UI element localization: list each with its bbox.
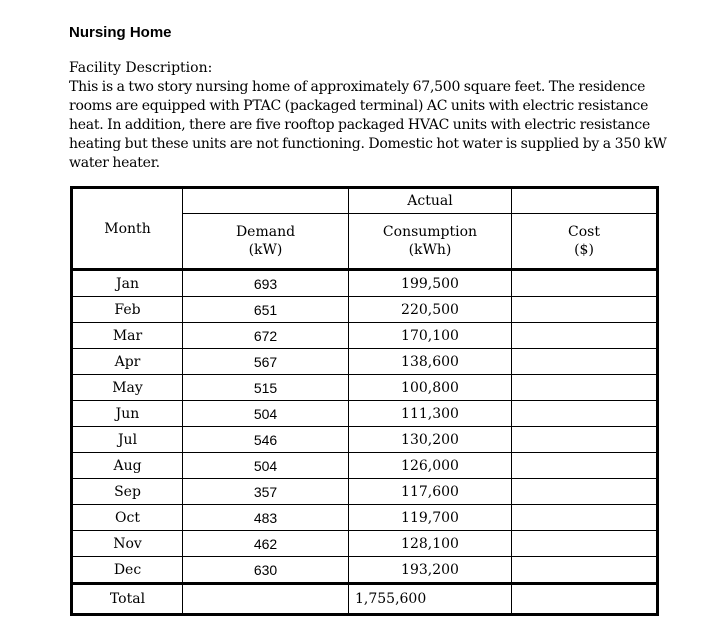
cell-demand: 483 (183, 505, 349, 531)
facility-description-text: This is a two story nursing home of approximately 67,500 square feet. The residence rooms are equipped with PTAC (packaged terminal) AC units with electric resistance heat. In addition, there are five rooftop packaged HVAC units with electric resistance heating but these units are not functioning. Domestic hot water is supplied by a 350 kW water heater. (69, 79, 667, 171)
total-label: Total (72, 584, 183, 615)
cell-demand: 515 (183, 375, 349, 401)
header-demand-label: Demand (235, 224, 296, 240)
cell-consumption: 130,200 (349, 427, 512, 453)
header-demand-unit: (kW) (248, 242, 283, 258)
cell-demand: 462 (183, 531, 349, 557)
cell-demand: 693 (183, 270, 349, 297)
table-row (72, 479, 658, 505)
table-row (72, 557, 658, 584)
cell-demand: 546 (183, 427, 349, 453)
cell-cost (512, 349, 658, 375)
table-row (72, 297, 658, 323)
cell-consumption: 119,700 (349, 505, 512, 531)
cell-month: Mar (72, 323, 183, 349)
cell-cost (512, 427, 658, 453)
cell-consumption: 138,600 (349, 349, 512, 375)
table-row (72, 375, 658, 401)
cell-cost (512, 531, 658, 557)
cell-cost (512, 453, 658, 479)
cell-cost (512, 375, 658, 401)
header-month (72, 188, 183, 270)
energy-usage-table (70, 186, 659, 616)
header-consumption-label: Consumption (382, 224, 478, 240)
table-row (72, 349, 658, 375)
table-group-header-row (72, 188, 658, 214)
cell-consumption: 199,500 (349, 270, 512, 297)
cell-demand: 630 (183, 557, 349, 584)
cell-cost (512, 297, 658, 323)
table-row (72, 453, 658, 479)
cell-month: Apr (72, 349, 183, 375)
cell-month: Jul (72, 427, 183, 453)
cell-consumption: 193,200 (349, 557, 512, 584)
cell-month: Aug (72, 453, 183, 479)
cell-demand: 357 (183, 479, 349, 505)
cell-cost (512, 557, 658, 584)
header-month-label: Month (104, 220, 151, 237)
header-consumption (349, 214, 512, 270)
cell-month: Dec (72, 557, 183, 584)
cell-month: Nov (72, 531, 183, 557)
table-row (72, 427, 658, 453)
table-row (72, 323, 658, 349)
header-group-spacer-right (512, 188, 658, 214)
cell-month: May (72, 375, 183, 401)
cell-cost (512, 479, 658, 505)
header-demand (183, 214, 349, 270)
header-group-actual: Actual (349, 188, 512, 214)
cell-cost (512, 401, 658, 427)
header-consumption-unit: (kWh) (408, 242, 452, 258)
table-row (72, 505, 658, 531)
cell-consumption: 111,300 (349, 401, 512, 427)
cell-demand: 672 (183, 323, 349, 349)
header-cost (512, 214, 658, 270)
cell-consumption: 170,100 (349, 323, 512, 349)
cell-demand: 567 (183, 349, 349, 375)
cell-month: Oct (72, 505, 183, 531)
cell-consumption: 100,800 (349, 375, 512, 401)
total-consumption: 1,755,600 (349, 584, 512, 615)
header-cost-unit: ($) (574, 242, 594, 258)
total-cost (512, 584, 658, 615)
cell-month: Feb (72, 297, 183, 323)
header-cost-label: Cost (568, 224, 600, 240)
page-title: Nursing Home (69, 24, 172, 41)
total-demand (183, 584, 349, 615)
table-total-row (72, 584, 658, 615)
cell-demand: 504 (183, 401, 349, 427)
cell-cost (512, 270, 658, 297)
cell-month: Sep (72, 479, 183, 505)
table-row (72, 531, 658, 557)
cell-demand: 651 (183, 297, 349, 323)
cell-consumption: 220,500 (349, 297, 512, 323)
cell-cost (512, 323, 658, 349)
facility-description-label: Facility Description: (69, 60, 213, 76)
header-group-spacer (183, 188, 349, 214)
cell-month: Jan (72, 270, 183, 297)
cell-cost (512, 505, 658, 531)
table-row (72, 401, 658, 427)
cell-consumption: 128,100 (349, 531, 512, 557)
cell-demand: 504 (183, 453, 349, 479)
cell-month: Jun (72, 401, 183, 427)
table-row (72, 270, 658, 297)
cell-consumption: 126,000 (349, 453, 512, 479)
cell-consumption: 117,600 (349, 479, 512, 505)
